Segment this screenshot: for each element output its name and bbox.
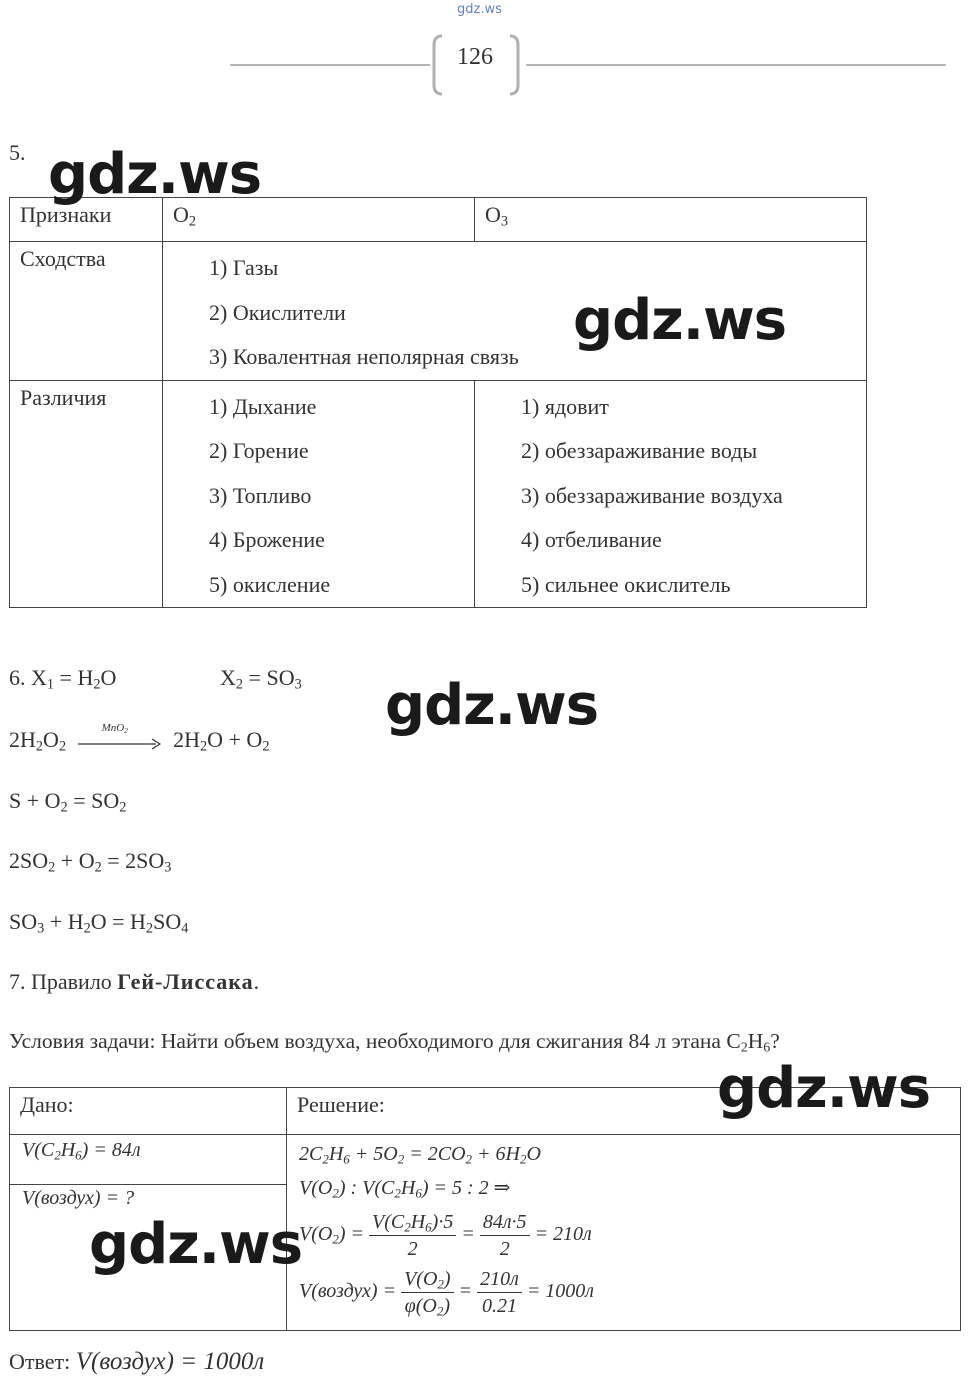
answer-label: Ответ:	[9, 1349, 71, 1374]
header-rule-left	[230, 64, 430, 66]
rule-name: Гей-Лиссака	[117, 969, 254, 994]
solution-line-2: $V(O_2)$ : $V(C_2H_6) = 5$ : 2 ⇒	[299, 1177, 511, 1201]
list-item: 4) отбеливание	[521, 527, 662, 552]
list-item: 2) Окислители	[209, 299, 346, 325]
rule-prefix: Правило	[31, 969, 112, 994]
list-item: 1) Газы	[209, 255, 279, 280]
solution-line-1: $2C_2H_6 + 5O_2 = 2CO_2 + 6H_2O$	[299, 1143, 541, 1167]
task7-condition: Условия задачи: Найти объем воздуха, необходимого для сжигания 84 л этана $C_2H_6$?	[9, 1029, 780, 1056]
list-item: 3) обеззараживание воздуха	[521, 482, 783, 508]
differences-row	[10, 380, 867, 608]
answer-line	[9, 1348, 264, 1376]
task6-x2: $X_2 = SO_3$	[220, 665, 302, 693]
solution-table	[9, 1087, 961, 1331]
header-o2: $O_2$	[163, 198, 475, 242]
catalyst-label: MnO$_2$	[101, 721, 128, 735]
o2-differences-cell	[163, 380, 475, 608]
watermark: gdz.ws	[89, 1212, 303, 1277]
given-volume-ethane: $V(C_2H_6) = 84л$	[10, 1135, 287, 1185]
task6-number: 6.	[9, 665, 26, 690]
given-volume-air: V(воздух) = ?	[10, 1185, 287, 1331]
answer-value: V(воздух) = 1000л	[75, 1348, 265, 1375]
watermark: gdz.ws	[573, 288, 787, 353]
list-item: 2) обеззараживание воды	[521, 438, 758, 463]
task5-number: 5.	[9, 140, 26, 165]
site-watermark-top: gdz.ws	[457, 2, 502, 17]
solution-line-4: V(воздух) = $\frac{V(O_2)}{\varphi(O_2)}$ = $\frac{210л}{0.21}$ = 1000л	[299, 1268, 595, 1319]
equation-4: $SO_3 + H_2O = H_2SO_4$	[9, 909, 189, 937]
list-item: 3) Ковалентная неполярная связь	[209, 344, 519, 369]
solution-cell	[287, 1135, 961, 1331]
equation-2: $S + O_2 = SO_2$	[9, 788, 127, 816]
given-row-1	[10, 1135, 961, 1185]
list-item: 5) окисление	[209, 571, 331, 597]
equation-1: $2H_2O_2$ MnO$_2$ $2H_2O + O_2$	[9, 721, 270, 755]
reaction-arrow	[76, 721, 164, 752]
task6-x1: 6. $X_1 = H_2O$	[9, 665, 117, 693]
arrow-icon	[76, 734, 164, 754]
comparison-table	[9, 197, 867, 608]
similarities-label: Сходства	[10, 242, 163, 381]
header-features: Признаки	[10, 198, 163, 242]
fraction: $\frac{210л}{0.21}$	[477, 1266, 522, 1319]
equation-3: $2SO_2 + O_2 = 2SO_3$	[9, 848, 172, 876]
given-label: Дано:	[10, 1088, 287, 1135]
page-number: 126	[457, 44, 493, 70]
list-item: 1) Дыхание	[209, 393, 317, 419]
list-item: 1) ядовит	[521, 393, 609, 419]
watermark: gdz.ws	[48, 142, 262, 207]
watermark: gdz.ws	[385, 673, 599, 738]
fraction: $\frac{84л\cdot 5}{2}$	[480, 1209, 530, 1262]
differences-label: Различия	[10, 380, 163, 608]
watermark: gdz.ws	[717, 1056, 931, 1121]
header-rule-right	[526, 64, 946, 66]
o3-differences-cell	[475, 380, 867, 608]
list-item: 3) Топливо	[209, 482, 312, 508]
solution-line-3: $V(O_2)$ = $\frac{V(C_2H_6)\cdot 5}{2}$ = $\frac{84л\cdot 5}{2}$ = 210л	[299, 1211, 592, 1260]
header-o3: $O_3$	[475, 198, 867, 242]
fraction: $\frac{V(O_2)}{\varphi(O_2)}$	[401, 1266, 454, 1319]
task7-rule: 7. Правило Гей-Лиссака.	[9, 969, 260, 994]
list-item: 5) сильнее окислитель	[521, 571, 731, 597]
list-item: 2) Горение	[209, 438, 309, 463]
task7-number: 7.	[9, 969, 26, 994]
list-item: 4) Брожение	[209, 527, 325, 552]
fraction: $\frac{V(C_2H_6)\cdot 5}{2}$	[369, 1209, 456, 1262]
solution-label: Решение:	[287, 1088, 961, 1135]
